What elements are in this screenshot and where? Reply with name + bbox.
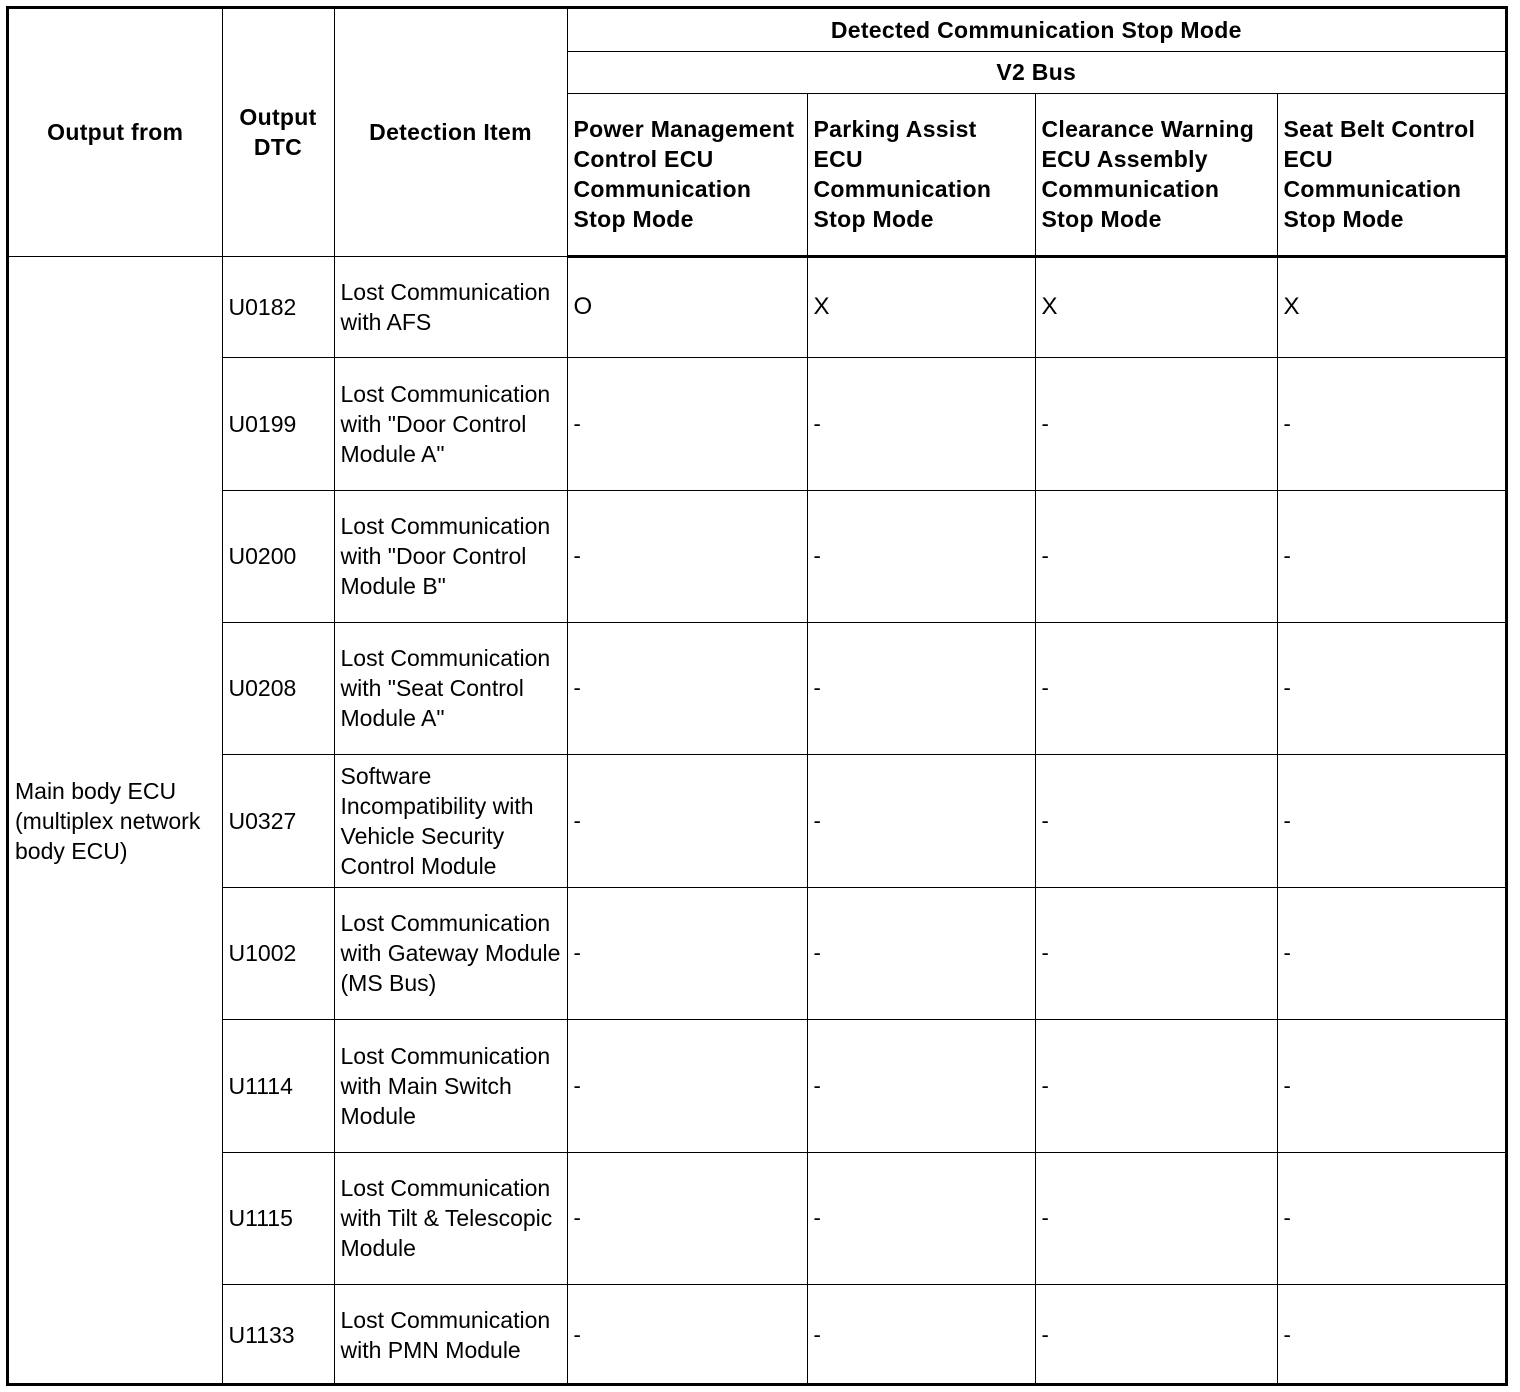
mode-power-management: - — [567, 1019, 807, 1152]
mode-parking-assist: - — [807, 490, 1035, 622]
mode-power-management: - — [567, 622, 807, 754]
mode-power-management: - — [567, 490, 807, 622]
header-output-from: Output from — [9, 9, 222, 256]
detection-item: Lost Communication with "Seat Control Module A" — [334, 622, 567, 754]
mode-seat-belt-control: - — [1277, 1152, 1505, 1284]
dtc-table-frame — [6, 6, 1508, 1386]
detection-item: Lost Communication with Tilt & Telescopic Module — [334, 1152, 567, 1284]
dtc-code: U0327 — [222, 754, 334, 887]
mode-seat-belt-control: - — [1277, 357, 1505, 490]
header-col-seat-belt-control: Seat Belt Control ECU Communication Stop Mode — [1277, 93, 1505, 256]
mode-parking-assist: - — [807, 1152, 1035, 1284]
mode-seat-belt-control: - — [1277, 754, 1505, 887]
header-col-parking-assist: Parking Assist ECU Communication Stop Mode — [807, 93, 1035, 256]
mode-power-management: - — [567, 754, 807, 887]
mode-seat-belt-control: - — [1277, 490, 1505, 622]
mode-clearance-warning: - — [1035, 887, 1277, 1019]
mode-power-management: O — [567, 256, 807, 357]
mode-parking-assist: X — [807, 256, 1035, 357]
dtc-code: U0182 — [222, 256, 334, 357]
table-row — [9, 490, 1505, 622]
dtc-code: U1133 — [222, 1284, 334, 1385]
dtc-code: U1002 — [222, 887, 334, 1019]
mode-seat-belt-control: - — [1277, 622, 1505, 754]
dtc-communication-stop-table — [9, 9, 1505, 1386]
mode-parking-assist: - — [807, 1019, 1035, 1152]
detection-item: Lost Communication with "Door Control Module B" — [334, 490, 567, 622]
header-col-clearance-warning: Clearance Warning ECU Assembly Communication Stop Mode — [1035, 93, 1277, 256]
dtc-code: U0208 — [222, 622, 334, 754]
mode-clearance-warning: - — [1035, 490, 1277, 622]
dtc-code: U1114 — [222, 1019, 334, 1152]
mode-clearance-warning: - — [1035, 357, 1277, 490]
table-row — [9, 1019, 1505, 1152]
mode-parking-assist: - — [807, 1284, 1035, 1385]
header-output-dtc: Output DTC — [222, 9, 334, 256]
mode-clearance-warning: - — [1035, 1152, 1277, 1284]
mode-clearance-warning: - — [1035, 622, 1277, 754]
detection-item: Lost Communication with "Door Control Module A" — [334, 357, 567, 490]
output-from-cell: Main body ECU (multiplex network body ECU) — [9, 256, 222, 1385]
header-col-power-management: Power Management Control ECU Communication Stop Mode — [567, 93, 807, 256]
mode-power-management: - — [567, 1152, 807, 1284]
mode-clearance-warning: X — [1035, 256, 1277, 357]
mode-seat-belt-control: - — [1277, 1284, 1505, 1385]
table-row — [9, 754, 1505, 887]
detection-item: Lost Communication with Gateway Module (MS Bus) — [334, 887, 567, 1019]
mode-seat-belt-control: - — [1277, 887, 1505, 1019]
mode-parking-assist: - — [807, 357, 1035, 490]
header-v2-bus: V2 Bus — [567, 51, 1505, 93]
mode-parking-assist: - — [807, 622, 1035, 754]
header-detected-communication-stop-mode: Detected Communication Stop Mode — [567, 9, 1505, 51]
mode-seat-belt-control: X — [1277, 256, 1505, 357]
mode-parking-assist: - — [807, 887, 1035, 1019]
mode-power-management: - — [567, 357, 807, 490]
mode-parking-assist: - — [807, 754, 1035, 887]
mode-clearance-warning: - — [1035, 1019, 1277, 1152]
table-row — [9, 256, 1505, 357]
detection-item: Software Incompatibility with Vehicle Security Control Module — [334, 754, 567, 887]
mode-power-management: - — [567, 1284, 807, 1385]
table-row — [9, 1152, 1505, 1284]
detection-item: Lost Communication with PMN Module — [334, 1284, 567, 1385]
mode-power-management: - — [567, 887, 807, 1019]
table-row — [9, 887, 1505, 1019]
table-row — [9, 622, 1505, 754]
header-detection-item: Detection Item — [334, 9, 567, 256]
mode-clearance-warning: - — [1035, 754, 1277, 887]
mode-clearance-warning: - — [1035, 1284, 1277, 1385]
dtc-code: U1115 — [222, 1152, 334, 1284]
dtc-code: U0199 — [222, 357, 334, 490]
detection-item: Lost Communication with AFS — [334, 256, 567, 357]
table-row — [9, 357, 1505, 490]
mode-seat-belt-control: - — [1277, 1019, 1505, 1152]
dtc-code: U0200 — [222, 490, 334, 622]
detection-item: Lost Communication with Main Switch Module — [334, 1019, 567, 1152]
table-row — [9, 1284, 1505, 1385]
